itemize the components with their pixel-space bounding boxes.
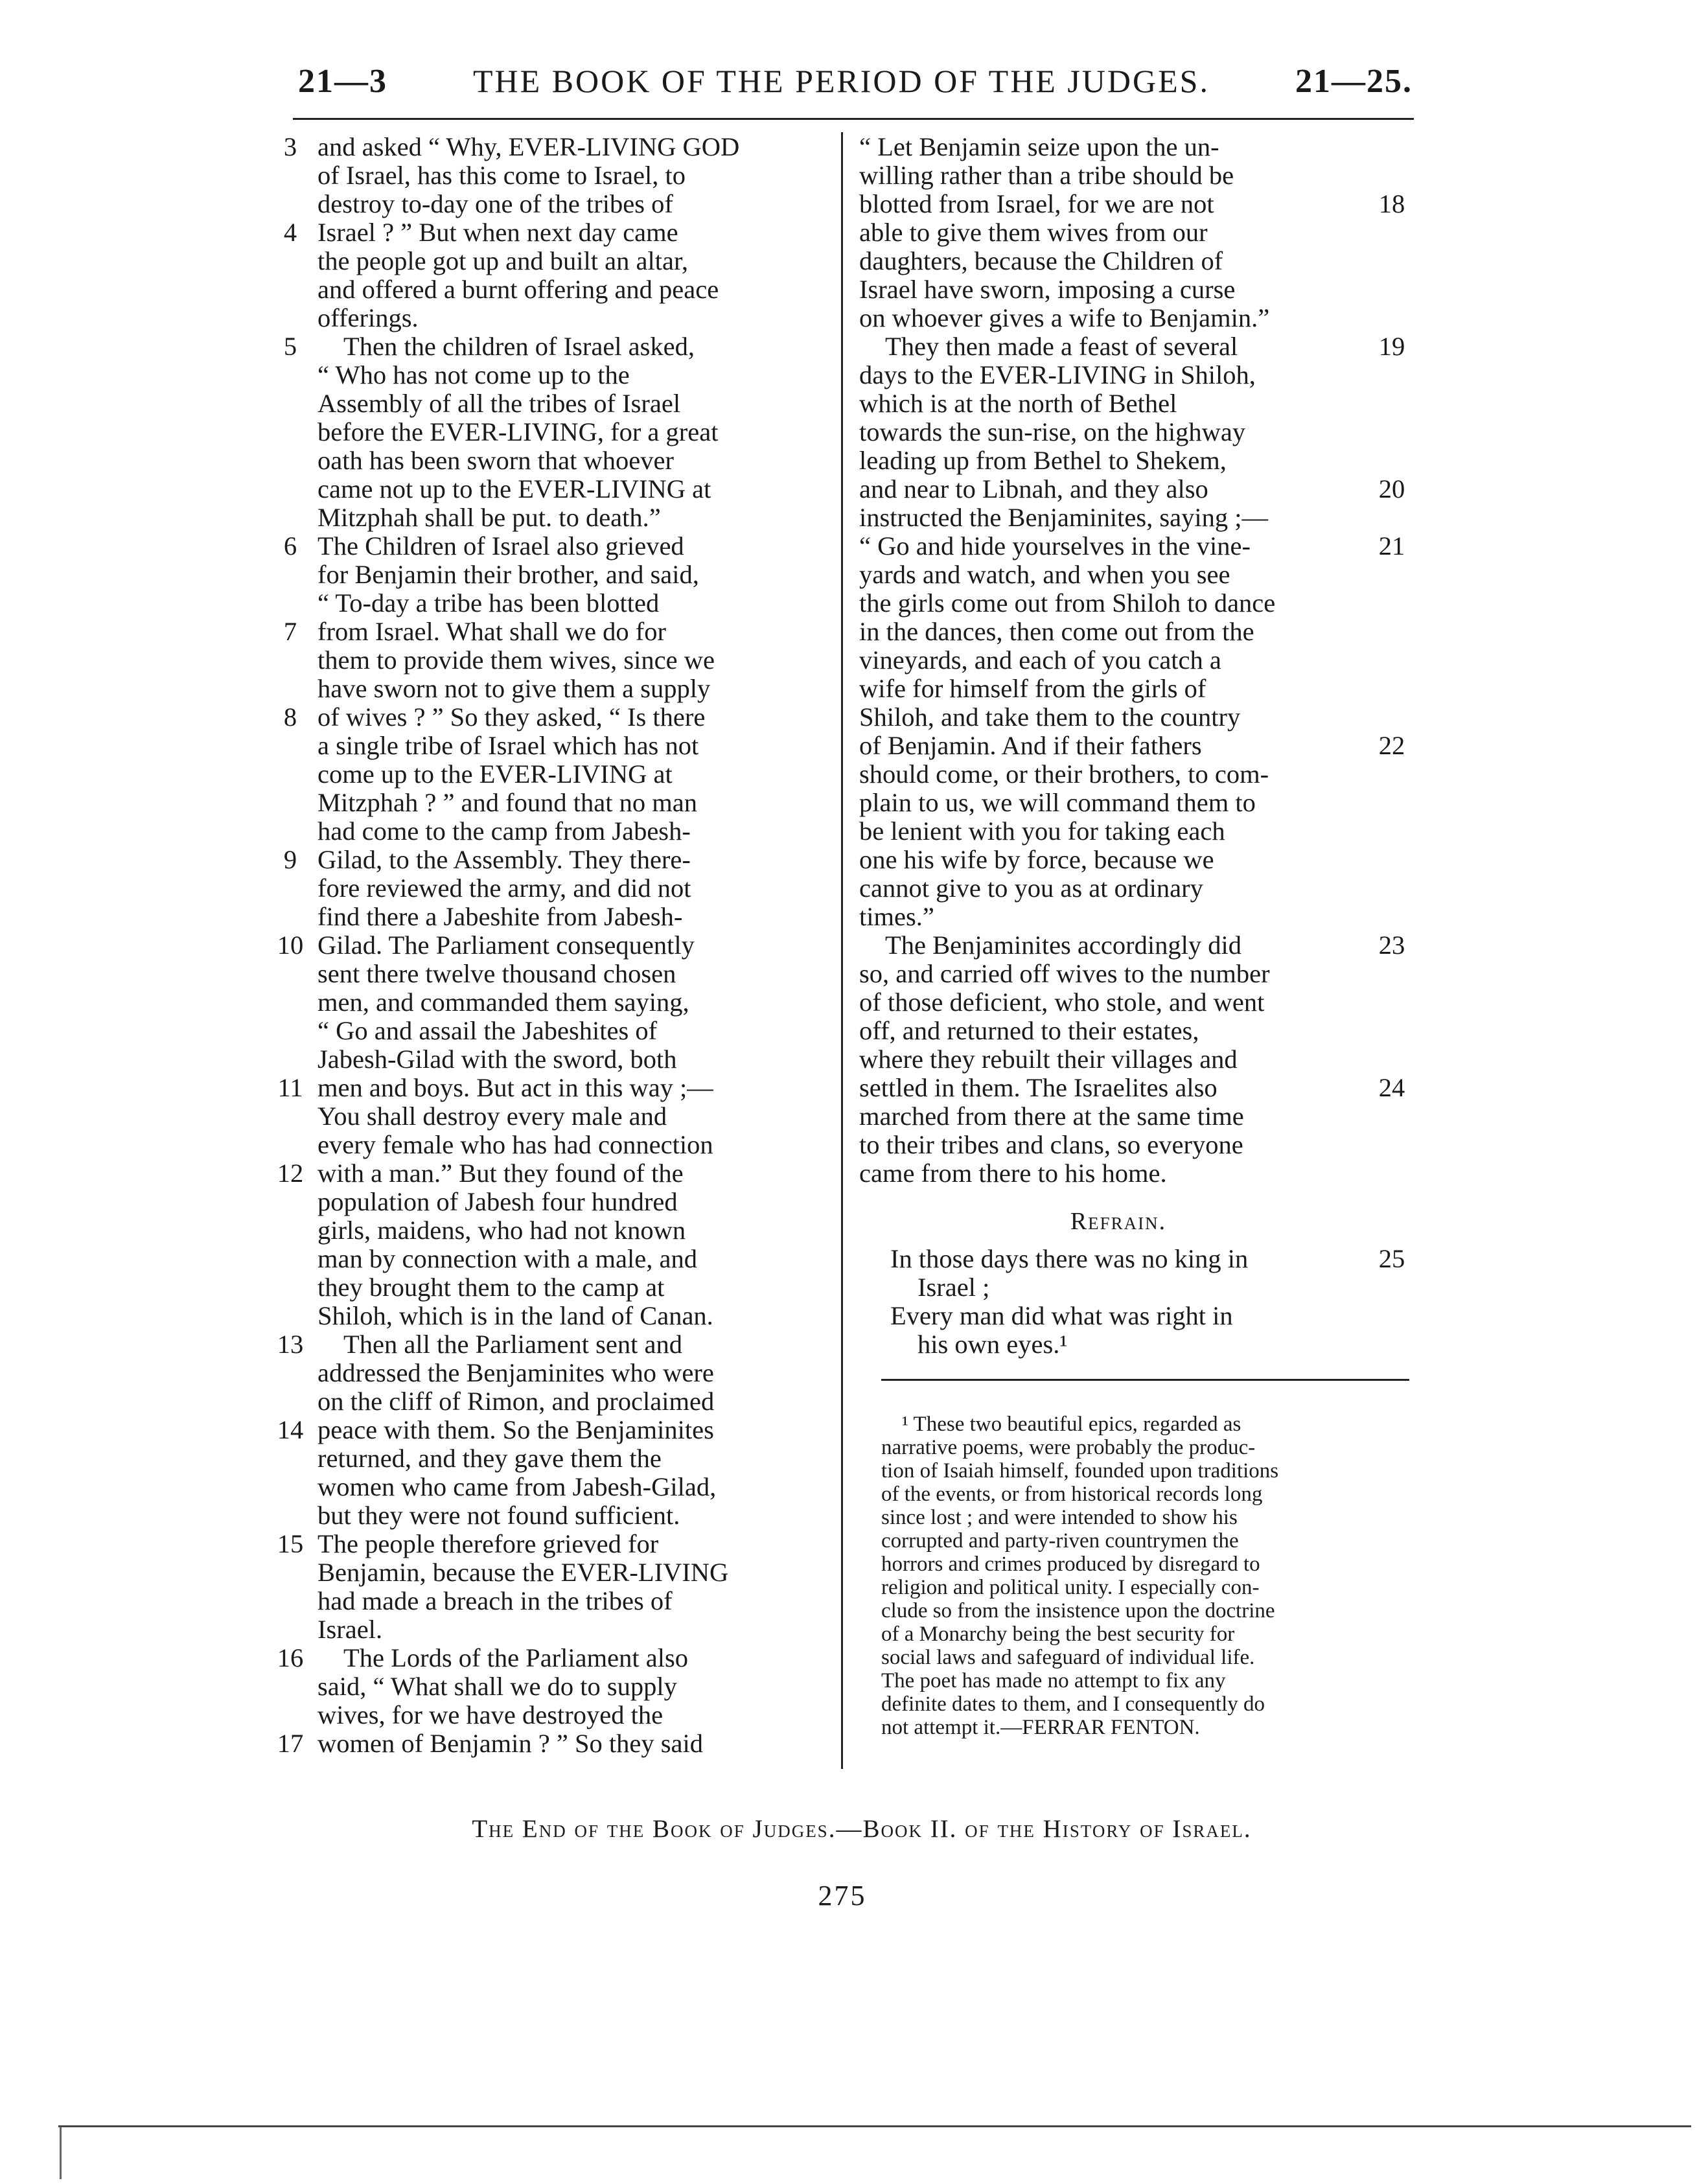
left-column-line [271,361,838,389]
line-text: Israel ; [917,1273,990,1302]
right-column-line [859,931,1429,960]
line-text: before the EVER-LIVING, for a great [317,417,719,446]
verse-number: 5 [283,332,297,361]
verse-number: 19 [1378,332,1405,361]
line-text: come up to the EVER-LIVING at [317,759,673,789]
left-column-line [271,1473,838,1501]
line-text: Israel. [317,1615,383,1644]
left-column-line [271,1530,838,1558]
right-column-line [859,532,1429,560]
footnote-line [881,1483,1419,1506]
right-column-line [859,560,1429,589]
right-column-line [859,1131,1429,1159]
left-column-line [271,960,838,988]
left-column-line [271,732,838,760]
line-text: Then all the Parliament sent and [343,1330,682,1359]
line-text: “ Let Benjamin seize upon the un- [859,132,1219,161]
line-text: and asked “ Why, EVER-LIVING GOD [317,132,740,161]
right-column-line [859,817,1429,846]
right-column-line [859,161,1429,190]
left-column-line [271,1216,838,1245]
left-column-line [271,1017,838,1045]
line-text: the people got up and built an altar, [317,246,688,275]
end-of-book-line: The End of the Book of Judges.—Book II. of the History of Israel. [472,1815,1252,1843]
line-text: be lenient with you for taking each [859,816,1225,846]
left-column-line [271,418,838,446]
footnote-text: corrupted and party-riven countrymen the [881,1529,1239,1553]
left-column-line [271,846,838,874]
left-column-line [271,988,838,1017]
line-text: willing rather than a tribe should be [859,161,1234,190]
footnote-line [881,1506,1419,1529]
right-column-line [859,304,1429,332]
scan-bottom-edge [58,2125,1691,2127]
line-text: men and boys. But act in this way ;— [317,1073,713,1102]
line-text: for Benjamin their brother, and said, [317,560,699,589]
line-text: of those deficient, who stole, and went [859,988,1265,1017]
line-text: leading up from Bethel to Shekem, [859,446,1227,475]
right-column-line [859,874,1429,903]
left-column-line [271,1558,838,1587]
line-text: cannot give to you as at ordinary [859,873,1203,903]
right-column-line [859,475,1429,503]
verse-number: 15 [277,1529,304,1558]
line-text: have sworn not to give them a supply [317,674,711,703]
line-text: The people therefore grieved for [317,1529,659,1558]
line-text: instructed the Benjaminites, saying ;— [859,503,1269,532]
line-text: man by connection with a male, and [317,1244,697,1273]
left-column-line [271,1045,838,1074]
left-column-line [271,275,838,304]
right-column-line [859,418,1429,446]
line-text: wife for himself from the girls of [859,674,1206,703]
line-text: Benjamin, because the EVER-LIVING [317,1558,729,1587]
line-text: of Israel, has this come to Israel, to [317,161,686,190]
line-text: the girls come out from Shiloh to dance [859,588,1276,618]
verse-number: 3 [283,132,297,161]
left-column-line [271,190,838,218]
footnote-line [881,1623,1419,1646]
right-column-line [859,732,1429,760]
footnote-line [881,1459,1419,1483]
verse-number: 13 [277,1330,304,1359]
left-column-line [271,618,838,646]
verse-number: 18 [1378,189,1405,218]
line-text: offerings. [317,303,419,332]
left-column-line [271,789,838,817]
right-column-line [859,1017,1429,1045]
line-text: came from there to his home. [859,1159,1167,1188]
footnote [881,1413,1419,1739]
verse-number: 22 [1378,731,1405,760]
left-column-line [271,1387,838,1416]
left-column-line [271,1701,838,1729]
right-column-line [859,218,1429,247]
line-text: “ Who has not come up to the [317,360,630,389]
footnote-text: narrative poems, were probably the produc- [881,1436,1256,1459]
line-text: Gilad. The Parliament consequently [317,930,695,960]
refrain-line [859,1330,1429,1359]
verse-number: 14 [277,1415,304,1444]
line-text: plain to us, we will command them to [859,788,1256,817]
line-text: yards and watch, and when you see [859,560,1230,589]
line-text: them to provide them wives, since we [317,645,715,675]
footnote-text: clude so from the insistence upon the doctrine [881,1599,1275,1623]
verse-number: 10 [277,930,304,960]
line-text: Jabesh-Gilad with the sword, both [317,1045,677,1074]
line-text: they brought them to the camp at [317,1273,665,1302]
verse-number: 21 [1378,531,1405,560]
verse-number: 4 [283,218,297,247]
left-column-line [271,931,838,960]
line-text: so, and carried off wives to the number [859,959,1270,988]
line-text: The Children of Israel also grieved [317,531,684,560]
line-text: daughters, because the Children of [859,246,1223,275]
right-column-line [859,589,1429,618]
left-column-line [271,446,838,475]
line-text: women of Benjamin ? ” So they said [317,1729,704,1758]
refrain-heading: Refrain. [1070,1208,1167,1235]
left-column-line [271,1615,838,1644]
left-column-line [271,475,838,503]
verse-number: 16 [277,1643,304,1672]
line-text: able to give them wives from our [859,218,1208,247]
right-column-line [859,389,1429,418]
book-title: THE BOOK OF THE PERIOD OF THE JUDGES. [473,63,1210,99]
left-column-line [271,532,838,560]
left-column-line [271,133,838,161]
line-text: a single tribe of Israel which has not [317,731,699,760]
line-text: off, and returned to their estates, [859,1016,1199,1045]
line-text: peace with them. So the Benjaminites [317,1415,714,1444]
line-text: to their tribes and clans, so everyone [859,1130,1243,1159]
line-text: fore reviewed the army, and did not [317,873,691,903]
line-text: Every man did what was right in [890,1301,1233,1330]
left-column-line [271,675,838,703]
chapter-ref-right: 21—25. [1295,63,1413,100]
line-text: find there a Jabeshite from Jabesh- [317,902,683,931]
verse-number: 7 [283,617,297,646]
line-text: returned, and they gave them the [317,1444,662,1473]
chapter-ref-left: 21—3 [298,63,387,100]
line-text: population of Jabesh four hundred [317,1187,678,1216]
footnote-text: ¹ These two beautiful epics, regarded as [902,1413,1241,1436]
footnote-line [881,1576,1419,1599]
verse-number: 20 [1378,474,1405,503]
line-text: in the dances, then come out from the [859,617,1254,646]
left-column-line [271,1672,838,1701]
left-column-line [271,1102,838,1131]
line-text: said, “ What shall we do to supply [317,1672,677,1701]
left-column-line [271,1245,838,1273]
right-column-line [859,247,1429,275]
line-text: oath has been sworn that whoever [317,446,674,475]
line-text: of Benjamin. And if their fathers [859,731,1202,760]
left-column-line [271,218,838,247]
footnote-text: The poet has made no attempt to fix any [881,1669,1226,1692]
line-text: had made a breach in the tribes of [317,1586,673,1615]
line-text: settled in them. The Israelites also [859,1073,1218,1102]
left-column-line [271,1159,838,1188]
left-column-line [271,1131,838,1159]
line-text: times.” [859,902,934,931]
footnote-line [881,1646,1419,1669]
right-column-line [859,503,1429,532]
verse-number: 23 [1378,930,1405,960]
footnote-text: tion of Isaiah himself, founded upon traditions [881,1459,1279,1483]
left-column-line [271,760,838,789]
right-column-line [859,903,1429,931]
line-text: vineyards, and each of you catch a [859,645,1221,675]
refrain-line [859,1273,1429,1302]
left-column-line [271,304,838,332]
line-text: days to the EVER-LIVING in Shiloh, [859,360,1256,389]
left-column-line [271,589,838,618]
left-column-line [271,389,838,418]
line-text: where they rebuilt their villages and [859,1045,1238,1074]
right-column-line [859,618,1429,646]
right-column-line [859,275,1429,304]
footnote-text: of a Monarchy being the best security for [881,1623,1235,1646]
left-column-line [271,560,838,589]
left-column-line [271,1273,838,1302]
line-text: marched from there at the same time [859,1102,1244,1131]
right-column-line [859,332,1429,361]
line-text: wives, for we have destroyed the [317,1700,664,1729]
verse-number: 12 [277,1159,304,1188]
line-text: Israel have sworn, imposing a curse [859,275,1236,304]
line-text: his own eyes.¹ [917,1330,1068,1359]
line-text: but they were not found sufficient. [317,1501,680,1530]
line-text: They then made a feast of several [885,332,1238,361]
verse-number: 25 [1378,1244,1405,1273]
footnote-text: not attempt it.—FERRAR FENTON. [881,1716,1200,1739]
line-text: “ To-day a tribe has been blotted [317,588,660,618]
footnote-text: of the events, or from historical records long [881,1483,1263,1506]
footnote-text: social laws and safeguard of individual life. [881,1646,1255,1669]
right-column-line [859,760,1429,789]
right-column-line [859,846,1429,874]
line-text: and near to Libnah, and they also [859,474,1208,503]
line-text: girls, maidens, who had not known [317,1216,686,1245]
right-column-line [859,1074,1429,1102]
left-column-line [271,646,838,675]
running-head [298,62,1413,100]
right-column-line [859,789,1429,817]
line-text: had come to the camp from Jabesh- [317,816,691,846]
page-number: 275 [818,1880,867,1912]
line-text: on the cliff of Rimon, and proclaimed [317,1387,715,1416]
footnote-line [881,1716,1419,1739]
right-column-line [859,1159,1429,1188]
right-column-line [859,133,1429,161]
line-text: which is at the north of Bethel [859,389,1177,418]
right-column [859,133,1429,1359]
left-column-line [271,1501,838,1530]
left-column-line [271,817,838,846]
left-column-line [271,1444,838,1473]
line-text: The Lords of the Parliament also [343,1643,688,1672]
line-text: men, and commanded them saying, [317,988,689,1017]
footnote-line [881,1529,1419,1553]
verse-number: 17 [277,1729,304,1758]
footnote-text: religion and political unity. I especially con- [881,1576,1260,1599]
refrain-poem [859,1245,1429,1359]
footnote-line [881,1669,1419,1692]
footnote-text: horrors and crimes produced by disregard to [881,1553,1260,1576]
line-text: Shiloh, which is in the land of Canan. [317,1301,713,1330]
line-text: Mitzphah ? ” and found that no man [317,788,697,817]
footnote-line [881,1413,1419,1436]
right-column-line [859,446,1429,475]
left-column-line [271,1188,838,1216]
column-divider [841,132,843,1769]
line-text: one his wife by force, because we [859,845,1214,874]
line-text: “ Go and hide yourselves in the vine- [859,531,1251,560]
footnote-line [881,1553,1419,1576]
footnote-line [881,1692,1419,1716]
left-column-line [271,503,838,532]
line-text: Assembly of all the tribes of Israel [317,389,681,418]
left-column-line [271,1729,838,1758]
verse-number: 11 [277,1073,303,1102]
footnote-line [881,1436,1419,1459]
line-text: Israel ? ” But when next day came [317,218,678,247]
left-column-line [271,1302,838,1330]
left-column-line [271,874,838,903]
right-column-line [859,960,1429,988]
scan-left-edge [60,2127,62,2179]
refrain-line [859,1302,1429,1330]
left-column-line [271,1074,838,1102]
line-text: destroy to-day one of the tribes of [317,189,673,218]
line-text: Mitzphah shall be put. to death.” [317,503,661,532]
line-text: every female who has had connection [317,1130,713,1159]
left-column-line [271,1416,838,1444]
left-column [271,133,838,1758]
right-column-line [859,675,1429,703]
left-column-line [271,1644,838,1672]
line-text: Gilad, to the Assembly. They there- [317,845,691,874]
right-column-line [859,1045,1429,1074]
line-text: “ Go and assail the Jabeshites of [317,1016,658,1045]
right-column-line [859,703,1429,732]
line-text: Then the children of Israel asked, [343,332,695,361]
left-column-line [271,1587,838,1615]
line-text: on whoever gives a wife to Benjamin.” [859,303,1270,332]
right-column-line [859,361,1429,389]
line-text: and offered a burnt offering and peace [317,275,719,304]
line-text: In those days there was no king in [890,1244,1249,1273]
footnote-rule [881,1379,1409,1381]
footnote-text: definite dates to them, and I consequently do [881,1692,1265,1716]
left-column-line [271,1330,838,1359]
line-text: should come, or their brothers, to com- [859,759,1269,789]
right-column-line [859,988,1429,1017]
right-column-line [859,190,1429,218]
footnote-line [881,1599,1419,1623]
line-text: blotted from Israel, for we are not [859,189,1214,218]
refrain-line [859,1245,1429,1273]
verse-number: 8 [283,702,297,732]
line-text: came not up to the EVER-LIVING at [317,474,711,503]
line-text: women who came from Jabesh-Gilad, [317,1472,717,1501]
left-column-line [271,247,838,275]
line-text: from Israel. What shall we do for [317,617,666,646]
line-text: You shall destroy every male and [317,1102,667,1131]
verse-number: 6 [283,531,297,560]
verse-number: 9 [283,845,297,874]
left-column-line [271,1359,838,1387]
left-column-line [271,332,838,361]
verse-number: 24 [1378,1073,1405,1102]
right-column-line [859,646,1429,675]
line-text: sent there twelve thousand chosen [317,959,676,988]
line-text: towards the sun-rise, on the highway [859,417,1246,446]
line-text: The Benjaminites accordingly did [885,930,1241,960]
header-rule [293,118,1414,120]
left-column-line [271,703,838,732]
line-text: Shiloh, and take them to the country [859,702,1241,732]
left-column-line [271,903,838,931]
footnote-text: since lost ; and were intended to show his [881,1506,1238,1529]
right-column-line [859,1102,1429,1131]
line-text: with a man.” But they found of the [317,1159,684,1188]
left-column-line [271,161,838,190]
line-text: addressed the Benjaminites who were [317,1358,714,1387]
line-text: of wives ? ” So they asked, “ Is there [317,702,706,732]
